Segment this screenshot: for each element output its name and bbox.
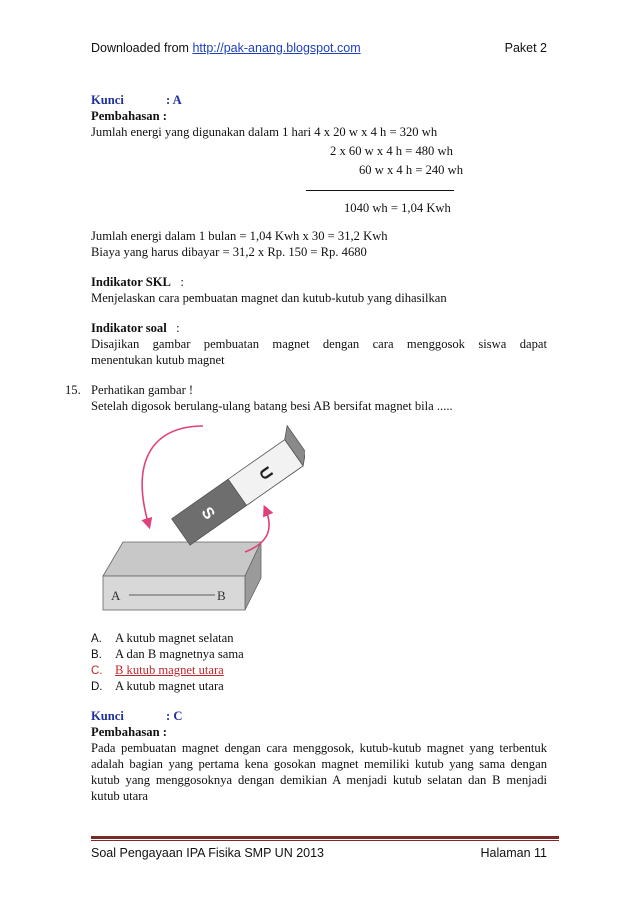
- header-link[interactable]: http://pak-anang.blogspot.com: [192, 41, 361, 55]
- footer-title: Soal Pengayaan IPA Fisika SMP UN 2013: [91, 846, 325, 860]
- footer-rule-thin: [91, 840, 559, 841]
- q14-kunci: [91, 92, 124, 108]
- label-u: U: [254, 464, 276, 484]
- bar-magnet: [166, 426, 305, 545]
- q14-calc-line-3: 60 w x 4 h = 240 wh: [359, 163, 464, 177]
- q14-soal-text-1: Disajikan gambar pembuatan magnet dengan cara menggosok siswa dapat: [91, 337, 547, 351]
- q15-explanation: Pada pembuatan magnet dengan cara menggosok, kutub-kutub magnet yang terbentuk adalah bagian yang pertama kena gosokan magnet memiliki kutub yang sama dengan kutub yang menggosoknya dengan demikian A menjadi kutub selatan dan B menjadi kutub utara: [91, 741, 547, 803]
- paket-label: Paket 2: [504, 41, 547, 55]
- footer-rule-thick: [91, 836, 559, 839]
- q14-soal-label: Indikator soal :: [91, 321, 180, 335]
- q15-prompt-2: Setelah digosok berulang-ulang batang besi AB bersifat magnet bila .....: [91, 399, 453, 413]
- q15-prompt-1: Perhatikan gambar !: [91, 383, 194, 397]
- option-d[interactable]: D. A kutub magnet utara: [91, 679, 224, 693]
- q14-cost: Biaya yang harus dibayar = 31,2 x Rp. 150 = Rp. 4680: [91, 245, 367, 259]
- option-b[interactable]: B. A dan B magnetnya sama: [91, 647, 244, 661]
- q14-skl-text: Menjelaskan cara pembuatan magnet dan kutub-kutub yang dihasilkan: [91, 291, 447, 305]
- q14-soal-text-2: menentukan kutub magnet: [91, 353, 225, 367]
- q14-monthly: Jumlah energi dalam 1 bulan = 1,04 Kwh x 30 = 31,2 Kwh: [91, 229, 388, 243]
- q14-calc-line-1: Jumlah energi yang digunakan dalam 1 hari 4 x 20 w x 4 h = 320 wh: [91, 125, 438, 139]
- q14-kunci-label: Kunci: [91, 93, 124, 107]
- header-prefix: Downloaded from: [91, 41, 193, 55]
- q14-skl-label: Indikator SKL :: [91, 275, 184, 289]
- label-b: B: [217, 588, 226, 603]
- q14-kunci-value: : A: [166, 93, 182, 107]
- q14-calc-line-2: 2 x 60 w x 4 h = 480 wh: [330, 144, 453, 158]
- magnet-rubbing-figure: [95, 418, 305, 618]
- q15-pembahasan-label: Pembahasan :: [91, 725, 167, 739]
- page-header: [91, 41, 361, 55]
- iron-bar-top-face: [103, 542, 261, 576]
- q15-kunci-label: Kunci: [91, 709, 124, 723]
- option-a[interactable]: A. A kutub magnet selatan: [91, 631, 234, 645]
- q14-pembahasan-label: Pembahasan :: [91, 109, 167, 123]
- label-s: S: [197, 504, 218, 523]
- q15-kunci-value: : C: [166, 709, 183, 723]
- q14-sum-line: [306, 190, 454, 191]
- label-a: A: [111, 588, 121, 603]
- q14-calc-line-4: 1040 wh = 1,04 Kwh: [344, 201, 451, 215]
- footer-page: Halaman 11: [480, 846, 547, 860]
- q15-number: 15.: [65, 383, 81, 397]
- option-c[interactable]: C. B kutub magnet utara: [91, 663, 224, 677]
